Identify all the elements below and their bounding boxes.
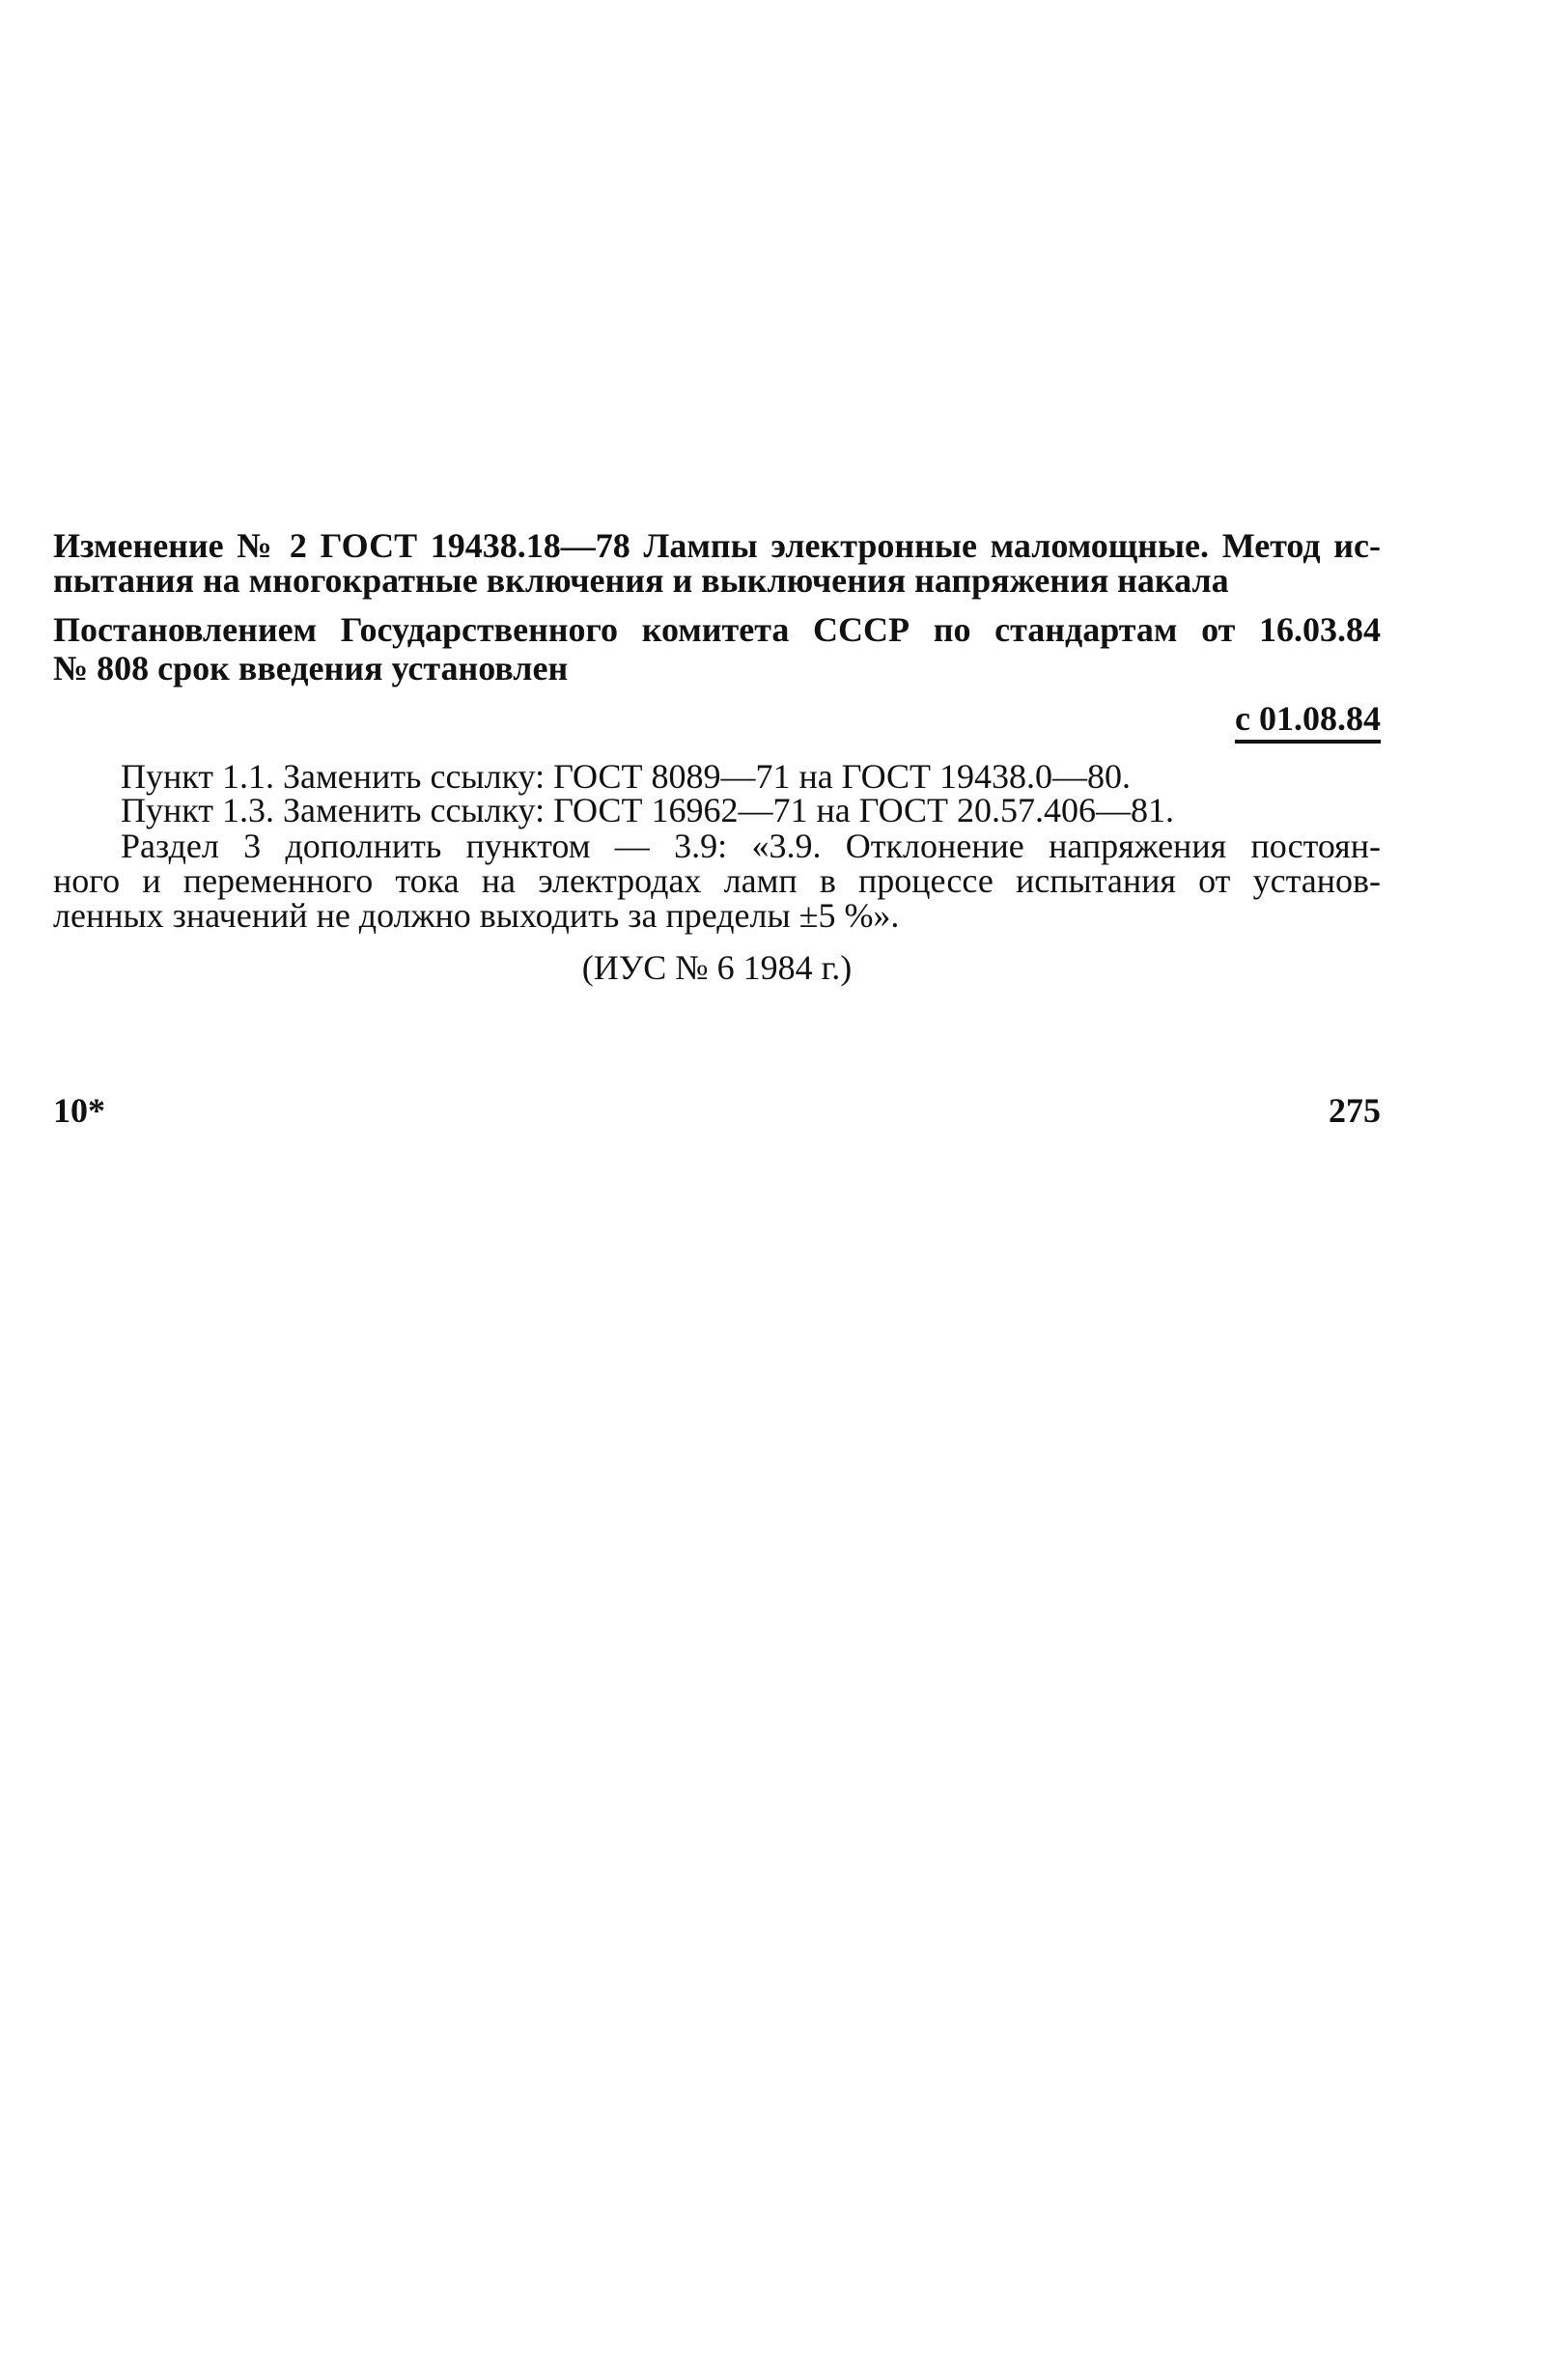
body-line: ленных значений не должно выходить за пределы ±5 %». bbox=[53, 896, 900, 935]
body-line: ного и переменного тока на электродах ламп в процессе испытания от установ- bbox=[53, 861, 1381, 900]
source-line: (ИУС № 6 1984 г.) bbox=[581, 948, 853, 987]
title-line: пытания на многократные включения и выключения напряжения накала bbox=[53, 561, 1229, 600]
page-number: 275 bbox=[1329, 1091, 1381, 1130]
effective-date-row bbox=[53, 699, 1381, 738]
title-line: Изменение № 2 ГОСТ 19438.18—78 Лампы электронные маломощные. Метод ис- bbox=[53, 526, 1381, 565]
decree-line: № 808 срок введения установлен bbox=[53, 649, 569, 688]
footer-mark: 10* bbox=[53, 1091, 105, 1130]
body-line: Пункт 1.3. Заменить ссылку: ГОСТ 16962—71 на ГОСТ 20.57.406—81. bbox=[121, 791, 1175, 829]
body-line: Пункт 1.1. Заменить ссылку: ГОСТ 8089—71 на ГОСТ 19438.0—80. bbox=[121, 757, 1132, 796]
decree-line: Постановлением Государственного комитета СССР по стандартам от 16.03.84 bbox=[53, 610, 1381, 649]
effective-date: с 01.08.84 bbox=[1235, 699, 1381, 744]
body-line: Раздел 3 дополнить пунктом — 3.9: «3.9. Отклонение напряжения постоян- bbox=[121, 827, 1381, 865]
